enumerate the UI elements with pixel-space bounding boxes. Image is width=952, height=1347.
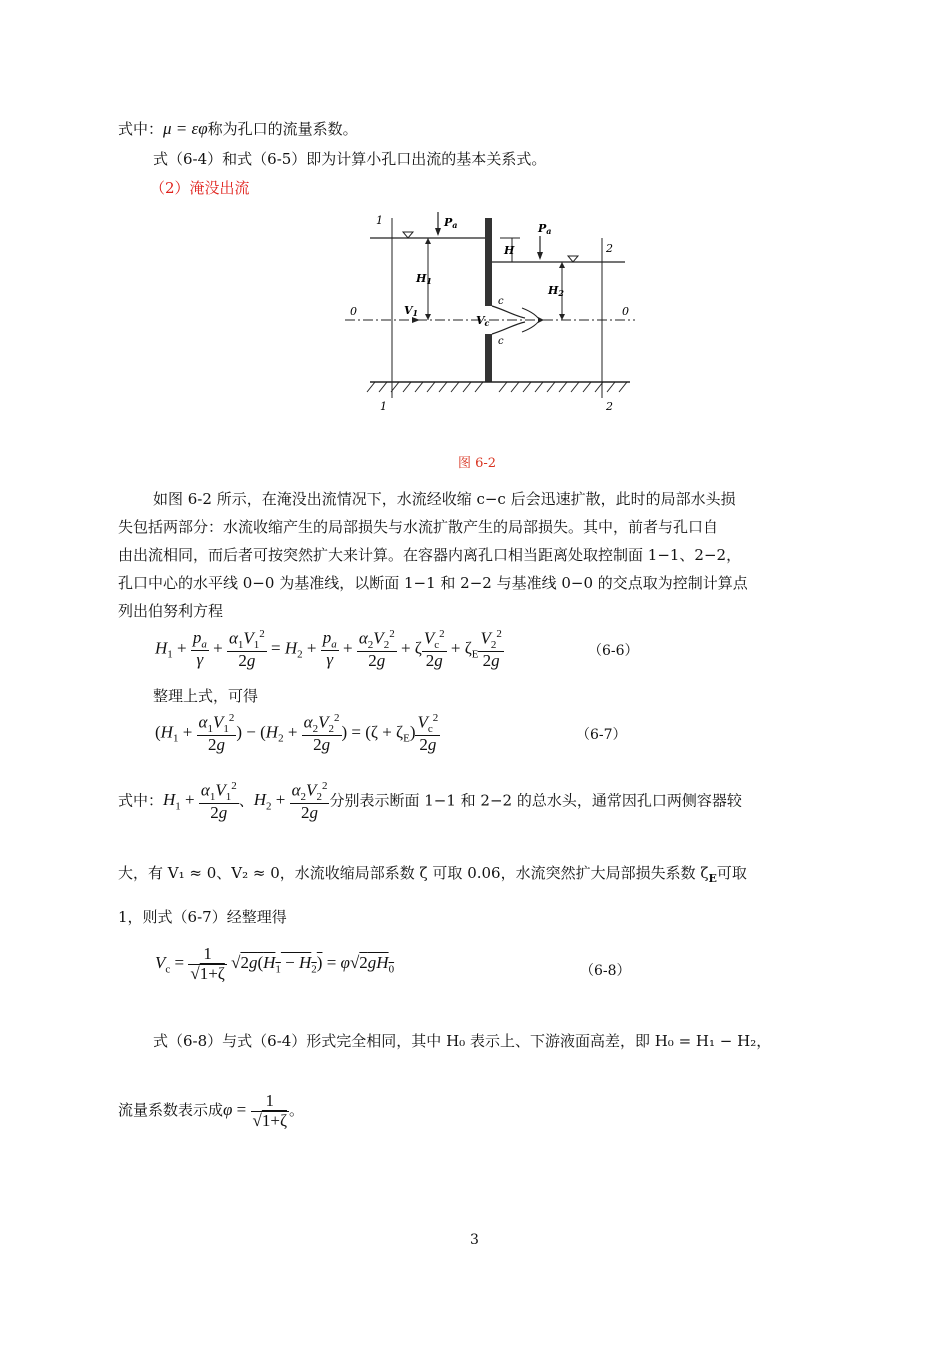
equation-6-8: $V_c$ = $\frac{1}{√1+\zeta}$ $√2g(H_1 - H_2) = \varphi√2gH_0$ bbox=[155, 944, 395, 983]
label-axis-right: 0 bbox=[622, 305, 629, 318]
label-axis-left: 0 bbox=[350, 305, 357, 318]
section-heading-submerged: （2）淹没出流 bbox=[150, 179, 250, 197]
label-pa-right: Pa bbox=[538, 222, 552, 236]
para2-suffix: 分别表示断面 1−1 和 2−2 的总水头，通常因孔口两侧容器较 bbox=[329, 791, 742, 810]
label-c-top: c bbox=[498, 296, 504, 307]
text-tidy: 整理上式，可得 bbox=[153, 687, 259, 705]
para2-line2-text: 大，有 V₁ ≈ 0、V₂ ≈ 0，水流收缩局部系数 ζ 可取 0.06，水流突然扩大局部损失系数 ζ bbox=[118, 864, 709, 882]
text-line-2: 式（6-4）和式（6-5）即为计算小孔口出流的基本关系式。 bbox=[153, 150, 547, 168]
label-H1: H1 bbox=[416, 272, 432, 286]
label-V1: V1 bbox=[404, 304, 419, 318]
equation-6-7: ($H_1$ + $\frac{\alpha_1V_1^2}{2g}$ ) − ($H_2$ + $\frac{\alpha_2V_2^2}{2g}$ ) = $(\zeta + \zeta_E)$ $\frac{V_c^2}{2g}$ bbox=[155, 712, 439, 755]
para1-line-4: 孔口中心的水平线 0−0 为基准线，以断面 1−1 和 2−2 与基准线 0−0 的交点取为控制计算点 bbox=[118, 574, 748, 592]
equation-6-6: $H_1$ + $\frac{p_a}{\gamma}$ + $\frac{\alpha_1V_1^2}{2g}$ = $H_2$ + $\frac{p_a}{\gamma}$ + $\frac{\alpha_2V_2^2}{2g}$ + ζ $\frac{V_c^2}{2g}$ + $\zeta_E$ $\frac{V_2^2}{2g}$ bbox=[155, 627, 502, 671]
label-pa-left: Pa bbox=[444, 216, 458, 230]
figure-caption: 图 6-2 bbox=[458, 456, 497, 471]
para4-suffix: 。 bbox=[289, 1101, 305, 1120]
equation-6-6-number: （6-6） bbox=[588, 643, 639, 659]
para1-line-1: 如图 6-2 所示，在淹没出流情况下，水流经收缩 c−c 后会迅速扩散，此时的局部水头损 bbox=[153, 490, 736, 508]
para3: 式（6-8）与式（6-4）形式完全相同，其中 H₀ 表示上、下游液面高差，即 H₀ = H₁ − H₂， bbox=[153, 1032, 772, 1050]
para2-line-3: 1，则式（6-7）经整理得 bbox=[118, 908, 287, 926]
para1-line-5: 列出伯努利方程 bbox=[118, 602, 224, 620]
para2-line2-sub: E bbox=[708, 872, 717, 885]
flow-coefficient-text: 称为孔口的流量系数。 bbox=[207, 120, 358, 138]
para4: 流量系数表示成φ = $\frac{1}{√1+\zeta}$ 。 bbox=[118, 1091, 305, 1130]
label-section2-bottom: 2 bbox=[606, 400, 613, 413]
para4-prefix: 流量系数表示成 bbox=[118, 1101, 224, 1120]
para1-line-3: 由出流相同，而后者可按突然扩大来计算。在容器内离孔口相当距离处取控制面 1−1、2−2， bbox=[118, 546, 742, 564]
label-Vc: Vc bbox=[476, 314, 490, 328]
para1-line-2: 失包括两部分：水流收缩产生的局部损失与水流扩散产生的局部损失。其中，前者与孔口自 bbox=[118, 518, 719, 536]
label-section1-bottom: 1 bbox=[380, 400, 387, 413]
para2-prefix: 式中： bbox=[118, 791, 164, 810]
para2-sep: 、 bbox=[238, 791, 254, 810]
text-line-1 bbox=[118, 118, 358, 139]
para2-line-1: 式中：$H_1$ + $\frac{\alpha_1V_1^2}{2g}$ 、$H_2$ + $\frac{\alpha_2V_2^2}{2g}$ 分别表示断面 1−1 和 2−2 的总水头，通常因孔口两侧容器较 bbox=[118, 780, 742, 823]
label-c-bottom: c bbox=[498, 336, 504, 347]
label-section2-top: 2 bbox=[606, 242, 613, 255]
para2-line-2 bbox=[118, 862, 747, 885]
label-H: H bbox=[504, 244, 515, 257]
mu-equation: μ = εφ bbox=[163, 119, 208, 138]
figure-submerged-orifice bbox=[340, 210, 640, 420]
label-section1-top: 1 bbox=[376, 214, 383, 227]
equation-6-8-number: （6-8） bbox=[580, 963, 631, 979]
equation-6-7-number: （6-7） bbox=[576, 727, 627, 743]
para2-line2-end: 可取 bbox=[716, 864, 747, 882]
label-shizhong: 式中： bbox=[118, 120, 164, 138]
page-number: 3 bbox=[470, 1232, 479, 1248]
label-H2: H2 bbox=[548, 284, 564, 298]
